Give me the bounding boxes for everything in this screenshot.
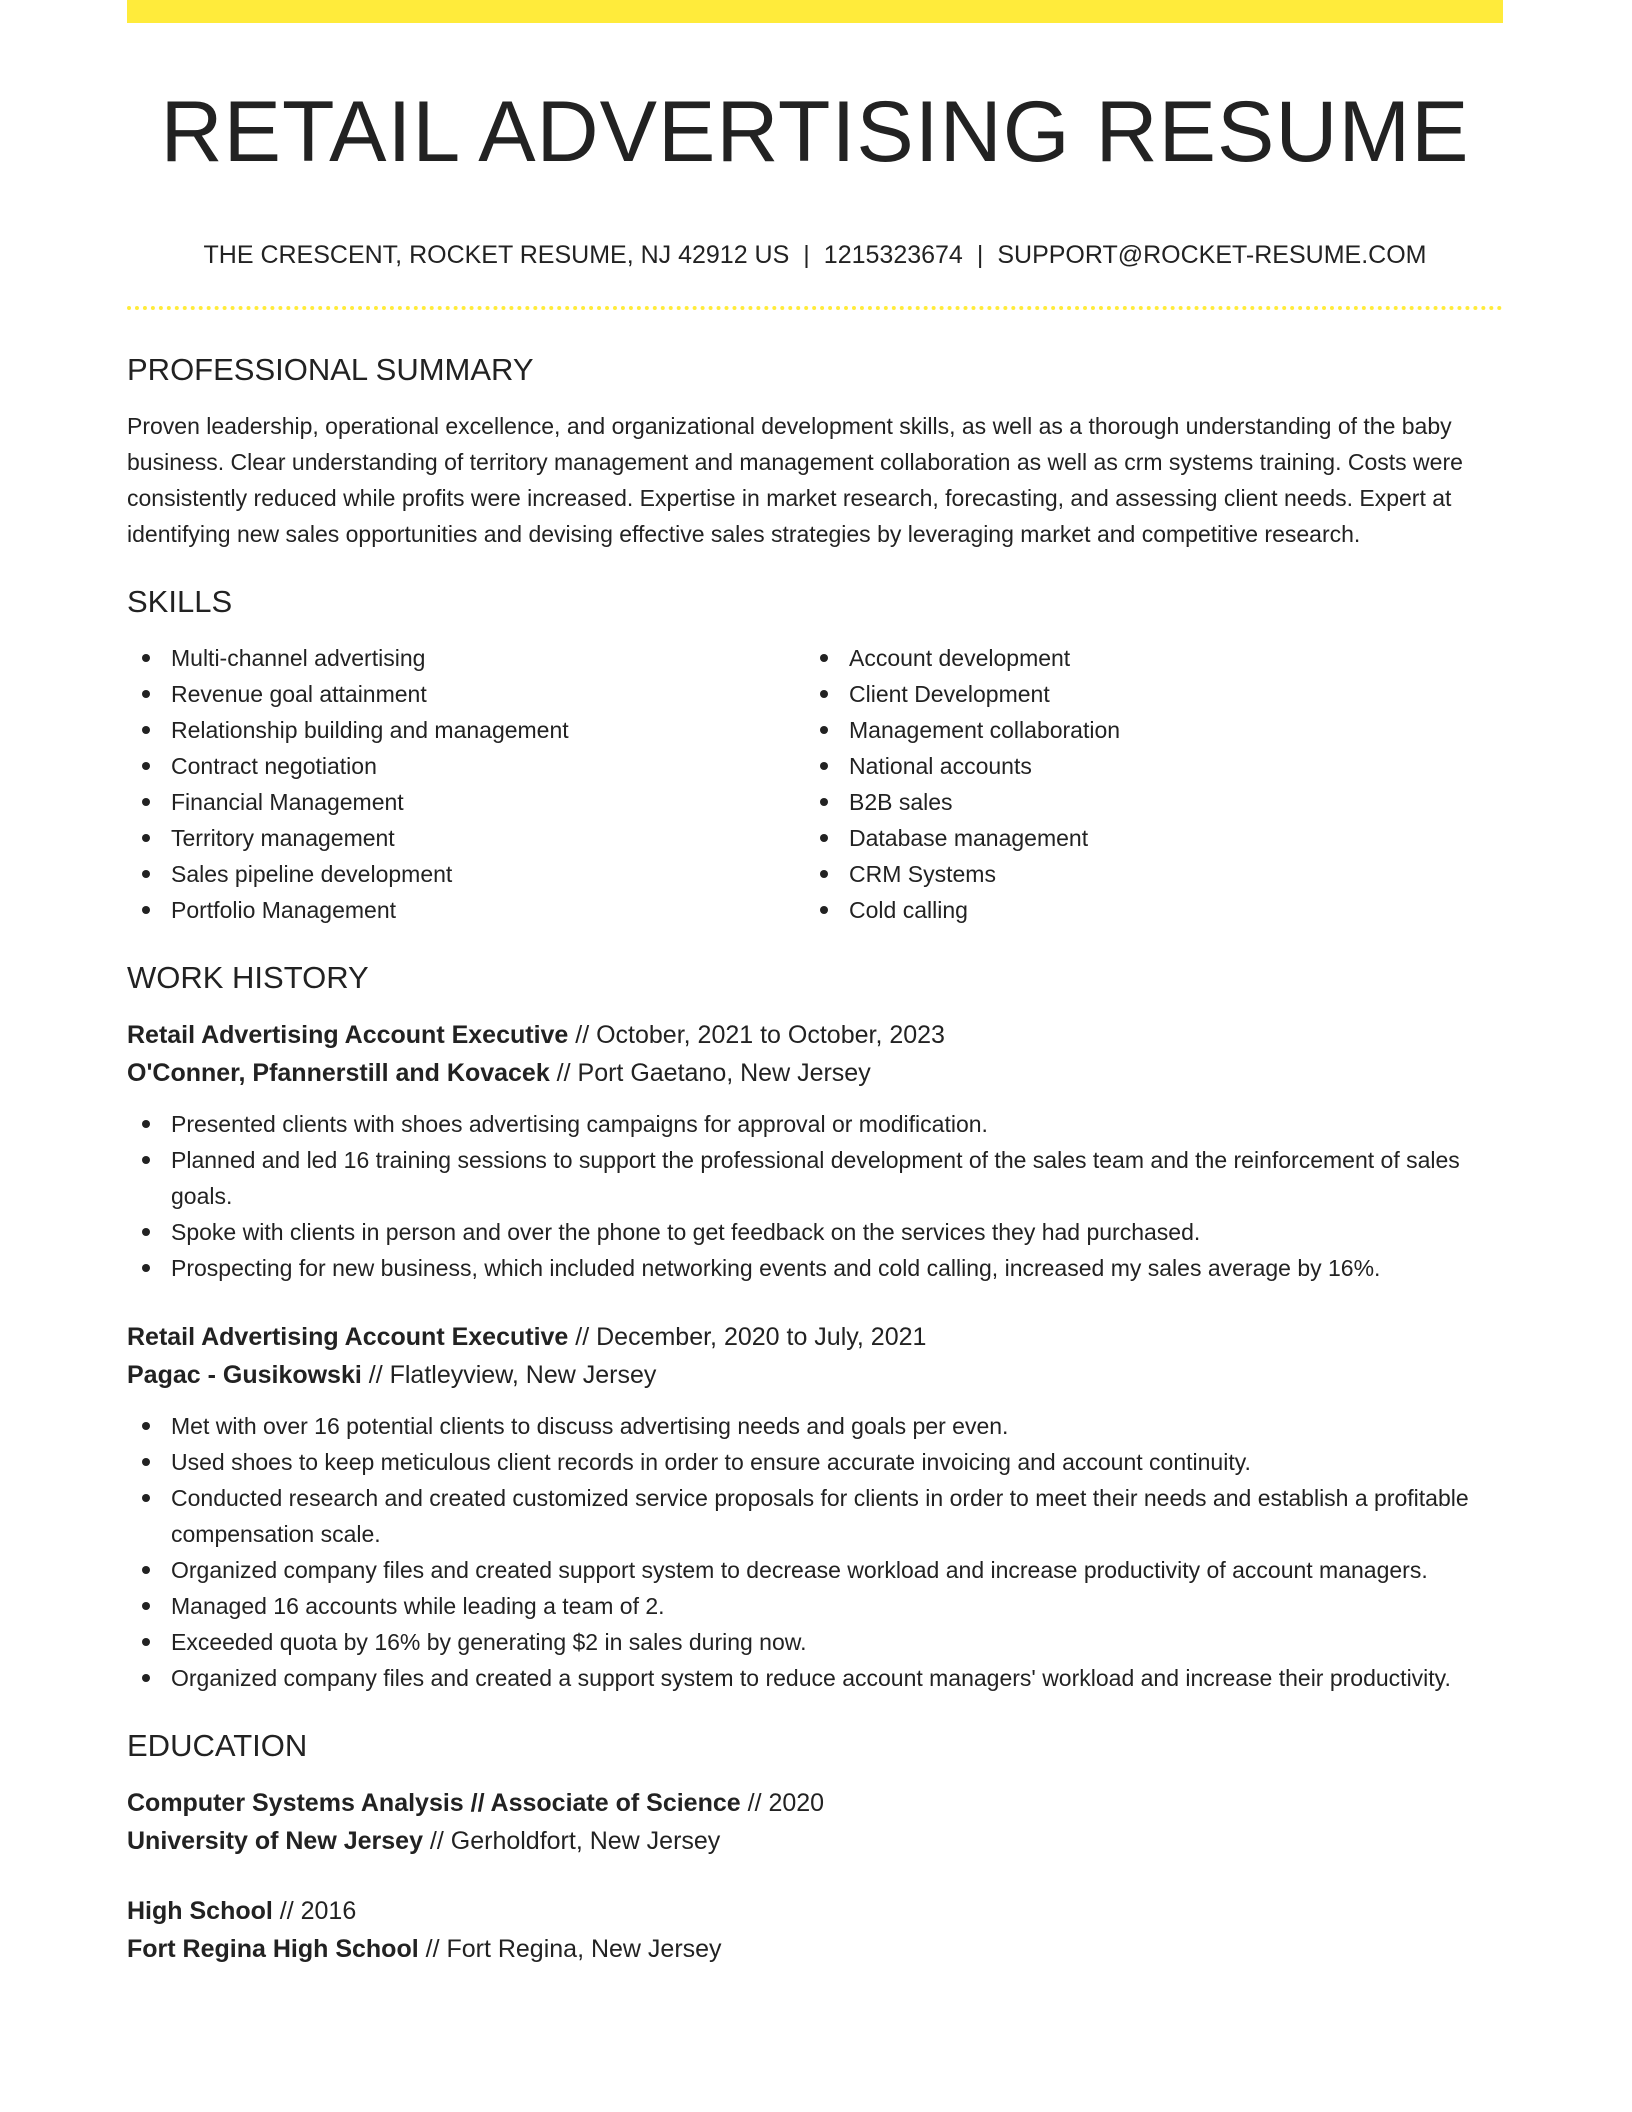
duty-item <box>127 1214 1503 1250</box>
bullet-icon <box>142 690 150 698</box>
skill-label: Management collaboration <box>849 717 1121 743</box>
job-company-line <box>127 1356 1503 1394</box>
skill-item <box>127 640 805 676</box>
education-entry <box>127 1784 1503 1860</box>
degree-line <box>127 1892 1503 1930</box>
bullet-icon <box>142 1566 150 1574</box>
skill-item <box>805 748 1483 784</box>
duty-text: Organized company files and created a support system to reduce account managers' workload and increase their productivity. <box>171 1665 1451 1691</box>
skill-label: Account development <box>849 645 1071 671</box>
bullet-icon <box>820 834 828 842</box>
job-title-line <box>127 1016 1503 1054</box>
skill-label: National accounts <box>849 753 1032 779</box>
job-entry <box>127 1318 1503 1696</box>
bullet-icon <box>142 1156 150 1164</box>
duty-text: Exceeded quota by 16% by generating $2 in sales during now. <box>171 1629 807 1655</box>
skill-label: Multi-channel advertising <box>171 645 426 671</box>
duty-item <box>127 1106 1503 1142</box>
duty-item <box>127 1624 1503 1660</box>
bullet-icon <box>142 798 150 806</box>
contact-address: THE CRESCENT, ROCKET RESUME, NJ 42912 US <box>203 241 790 269</box>
skill-item <box>127 784 805 820</box>
duty-item <box>127 1142 1503 1214</box>
skill-item <box>127 676 805 712</box>
job-company: O'Conner, Pfannerstill and Kovacek <box>127 1059 550 1087</box>
skill-item <box>805 676 1483 712</box>
skill-label: Client Development <box>849 681 1050 707</box>
bullet-icon <box>820 798 828 806</box>
resume-title: RETAIL ADVERTISING RESUME <box>160 84 1470 180</box>
skill-item <box>805 712 1483 748</box>
school-line <box>127 1822 1503 1860</box>
skill-label: B2B sales <box>849 789 953 815</box>
degree-year: // 2016 <box>272 1897 357 1925</box>
skill-item <box>127 748 805 784</box>
skill-item <box>805 856 1483 892</box>
skill-label: Contract negotiation <box>171 753 377 779</box>
skill-item <box>805 640 1483 676</box>
duty-item <box>127 1660 1503 1696</box>
duty-text: Organized company files and created support system to decrease workload and increase productivity of account managers. <box>171 1557 1428 1583</box>
skill-item <box>127 820 805 856</box>
contact-phone[interactable]: 1215323674 <box>823 241 963 269</box>
skill-label: CRM Systems <box>849 861 996 887</box>
job-title-line <box>127 1318 1503 1356</box>
job-location: // Port Gaetano, New Jersey <box>549 1059 871 1087</box>
contact-line <box>127 238 1503 272</box>
bullet-icon <box>142 654 150 662</box>
bullet-icon <box>142 1422 150 1430</box>
job-company-line <box>127 1054 1503 1092</box>
bullet-icon <box>142 1494 150 1502</box>
school-name: Fort Regina High School <box>127 1935 419 1963</box>
bullet-icon <box>142 906 150 914</box>
duty-text: Used shoes to keep meticulous client records in order to ensure accurate invoicing and account continuity. <box>171 1449 1251 1475</box>
job-title: Retail Advertising Account Executive <box>127 1323 569 1351</box>
skill-item <box>127 856 805 892</box>
job-dates: // December, 2020 to July, 2021 <box>568 1323 927 1351</box>
job-duties <box>127 1408 1503 1696</box>
duty-text: Spoke with clients in person and over the phone to get feedback on the services they had purchased. <box>171 1219 1201 1245</box>
bullet-icon <box>142 726 150 734</box>
duty-text: Managed 16 accounts while leading a team of 2. <box>171 1593 665 1619</box>
skills-column-left <box>127 640 805 928</box>
skill-label: Financial Management <box>171 789 404 815</box>
summary-text: Proven leadership, operational excellence, and organizational development skills, as well as a thorough understanding of the baby business. Clear understanding of territory management and management collaboration as well as crm systems training. Costs were consistently reduced while profits were increased. Expertise in market research, forecasting, and assessing client needs. Expert at identifying new sales opportunities and devising effective sales strategies by leveraging market and competitive research. <box>127 413 1463 547</box>
bullet-icon <box>142 1458 150 1466</box>
skills-column-right <box>805 640 1483 928</box>
job-dates: // October, 2021 to October, 2023 <box>568 1021 945 1049</box>
bullet-icon <box>820 690 828 698</box>
skill-label: Cold calling <box>849 897 968 923</box>
skill-label: Portfolio Management <box>171 897 397 923</box>
bullet-icon <box>142 1638 150 1646</box>
duty-item <box>127 1250 1503 1286</box>
skill-label: Territory management <box>171 825 395 851</box>
bullet-icon <box>820 762 828 770</box>
job-company: Pagac - Gusikowski <box>127 1361 362 1389</box>
bullet-icon <box>142 762 150 770</box>
bullet-icon <box>142 1602 150 1610</box>
school-name: University of New Jersey <box>127 1827 423 1855</box>
contact-separator: | <box>976 241 984 269</box>
resume-content <box>127 350 1503 1968</box>
skill-label: Relationship building and management <box>171 717 569 743</box>
job-location: // Flatleyview, New Jersey <box>361 1361 657 1389</box>
duty-item <box>127 1444 1503 1480</box>
skill-label: Database management <box>849 825 1089 851</box>
bullet-icon <box>142 870 150 878</box>
duty-text: Met with over 16 potential clients to discuss advertising needs and goals per even. <box>171 1413 1009 1439</box>
bullet-icon <box>142 1120 150 1128</box>
duty-text: Planned and led 16 training sessions to support the professional development of the sales team and the reinforcement of sales goals. <box>171 1147 1460 1209</box>
summary-heading: PROFESSIONAL SUMMARY <box>127 352 534 387</box>
bullet-icon <box>142 1264 150 1272</box>
dotted-divider <box>127 306 1503 310</box>
bullet-icon <box>142 1674 150 1682</box>
bullet-icon <box>820 870 828 878</box>
skills-heading: SKILLS <box>127 584 233 619</box>
school-location: // Fort Regina, New Jersey <box>418 1935 722 1963</box>
skill-item <box>127 712 805 748</box>
degree: High School <box>127 1897 273 1925</box>
degree-line <box>127 1784 1503 1822</box>
duty-item <box>127 1588 1503 1624</box>
degree: Computer Systems Analysis // Associate of Science <box>127 1789 741 1817</box>
skill-item <box>805 784 1483 820</box>
bullet-icon <box>142 834 150 842</box>
bullet-icon <box>820 654 828 662</box>
bullet-icon <box>142 1228 150 1236</box>
contact-separator: | <box>803 241 810 269</box>
duty-text: Conducted research and created customized service proposals for clients in order to meet their needs and establish a profitable compensation scale. <box>171 1485 1469 1547</box>
skill-label: Revenue goal attainment <box>171 681 427 707</box>
duty-text: Prospecting for new business, which included networking events and cold calling, increased my sales average by 16%. <box>171 1255 1381 1281</box>
skills-list <box>127 640 1503 928</box>
job-duties <box>127 1106 1503 1286</box>
education-entry <box>127 1892 1503 1968</box>
school-location: // Gerholdfort, New Jersey <box>422 1827 721 1855</box>
school-line <box>127 1930 1503 1968</box>
accent-bar <box>127 0 1503 23</box>
degree-year: // 2020 <box>740 1789 825 1817</box>
bullet-icon <box>820 726 828 734</box>
education-heading: EDUCATION <box>127 1728 308 1763</box>
duty-item <box>127 1480 1503 1552</box>
job-title: Retail Advertising Account Executive <box>127 1021 569 1049</box>
skill-label: Sales pipeline development <box>171 861 453 887</box>
duty-item <box>127 1552 1503 1588</box>
duty-item <box>127 1408 1503 1444</box>
skill-item <box>805 892 1483 928</box>
skill-item <box>127 892 805 928</box>
contact-email[interactable]: SUPPORT@ROCKET-RESUME.COM <box>997 241 1427 269</box>
duty-text: Presented clients with shoes advertising campaigns for approval or modification. <box>171 1111 988 1137</box>
work-history-heading: WORK HISTORY <box>127 960 369 995</box>
bullet-icon <box>820 906 828 914</box>
skill-item <box>805 820 1483 856</box>
job-entry <box>127 1016 1503 1286</box>
